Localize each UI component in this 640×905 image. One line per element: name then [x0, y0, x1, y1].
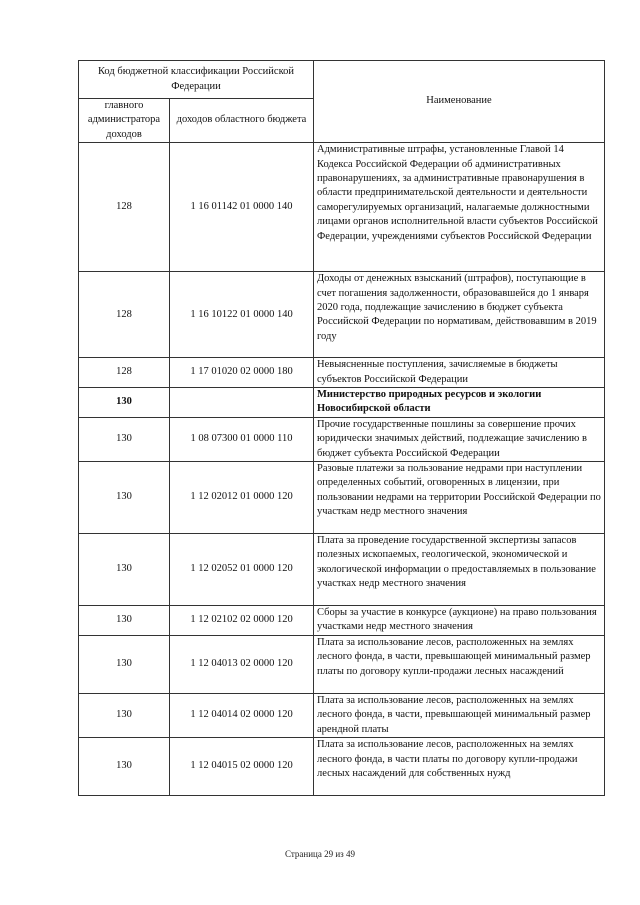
table-row [79, 272, 605, 358]
income-code-cell: 1 17 01020 02 0000 180 [170, 358, 314, 388]
income-name-cell: Плата за использование лесов, расположенных на землях лесного фонда, в части, превышающей минимальный размер арендной платы [314, 693, 605, 737]
income-name-cell: Административные штрафы, установленные Главой 14 Кодекса Российской Федерации об административных правонарушениях, за административные правонарушения в области предпринимательской деятельности и деятельности саморегулируемых организаций, налагаемые должностными лицами органов исполнительной власти субъектов Российской Федерации, учреждениями субъектов Российской Федерации [314, 143, 605, 272]
income-code-cell: 1 12 04014 02 0000 120 [170, 693, 314, 737]
income-code-cell: 1 12 02012 01 0000 120 [170, 462, 314, 534]
admin-code-cell: 128 [79, 272, 170, 358]
income-name-cell: Плата за использование лесов, расположенных на землях лесного фонда, в части платы по договору купли-продажи лесных насаждений для собственных нужд [314, 738, 605, 796]
admin-code-cell: 130 [79, 534, 170, 606]
income-code-cell: 1 16 01142 01 0000 140 [170, 143, 314, 272]
table-row [79, 534, 605, 606]
budget-classification-table [78, 60, 605, 796]
admin-code-cell: 128 [79, 358, 170, 388]
income-name-cell: Плата за проведение государственной экспертизы запасов полезных ископаемых, геологической, экономической и экологической информации о предоставляемых в пользование участках недр местного значения [314, 534, 605, 606]
admin-code-cell: 130 [79, 388, 170, 418]
income-code-cell: 1 12 02102 02 0000 120 [170, 606, 314, 636]
table-row [79, 606, 605, 636]
header-classification-code: Код бюджетной классификации Российской Федерации [79, 61, 314, 99]
income-name-cell: Невыясненные поступления, зачисляемые в бюджеты субъектов Российской Федерации [314, 358, 605, 388]
header-code-column: доходов областного бюджета [170, 99, 314, 143]
table-row [79, 635, 605, 693]
admin-code-cell: 130 [79, 693, 170, 737]
header-row-group [79, 61, 605, 99]
income-code-cell: 1 16 10122 01 0000 140 [170, 272, 314, 358]
admin-code-cell: 130 [79, 462, 170, 534]
income-name-cell: Разовые платежи за пользование недрами при наступлении определенных событий, оговоренных в лицензии, при пользовании недрами на территории Российской Федерации по участкам недр местного значения [314, 462, 605, 534]
income-code-cell: 1 12 02052 01 0000 120 [170, 534, 314, 606]
income-name-cell: Министерство природных ресурсов и экологии Новосибирской области [314, 388, 605, 418]
table-row [79, 417, 605, 461]
admin-code-cell: 128 [79, 143, 170, 272]
admin-code-cell: 130 [79, 417, 170, 461]
table-body [79, 61, 605, 796]
income-name-cell: Прочие государственные пошлины за совершение прочих юридически значимых действий, подлежащие зачислению в бюджет субъекта Российской Федерации [314, 417, 605, 461]
admin-code-cell: 130 [79, 738, 170, 796]
header-admin-column: главного администратора доходов [79, 99, 170, 143]
table-row [79, 738, 605, 796]
page-number: Страница 29 из 49 [285, 849, 355, 859]
table-row [79, 358, 605, 388]
table-row [79, 462, 605, 534]
income-code-cell [170, 388, 314, 418]
income-name-cell: Доходы от денежных взысканий (штрафов), поступающие в счет погашения задолженности, образовавшейся до 1 января 2020 года, подлежащие зачислению в бюджет субъекта Российской Федерации по нормативам, действовавшим в 2019 году [314, 272, 605, 358]
income-code-cell: 1 08 07300 01 0000 110 [170, 417, 314, 461]
admin-code-cell: 130 [79, 635, 170, 693]
header-name: Наименование [314, 61, 605, 143]
income-code-cell: 1 12 04013 02 0000 120 [170, 635, 314, 693]
table-row [79, 388, 605, 418]
income-name-cell: Плата за использование лесов, расположенных на землях лесного фонда, в части, превышающей минимальный размер платы по договору купли-продажи лесных насаждений [314, 635, 605, 693]
income-code-cell: 1 12 04015 02 0000 120 [170, 738, 314, 796]
income-name-cell: Сборы за участие в конкурсе (аукционе) на право пользования участками недр местного значения [314, 606, 605, 636]
table-row [79, 143, 605, 272]
admin-code-cell: 130 [79, 606, 170, 636]
table-row [79, 693, 605, 737]
